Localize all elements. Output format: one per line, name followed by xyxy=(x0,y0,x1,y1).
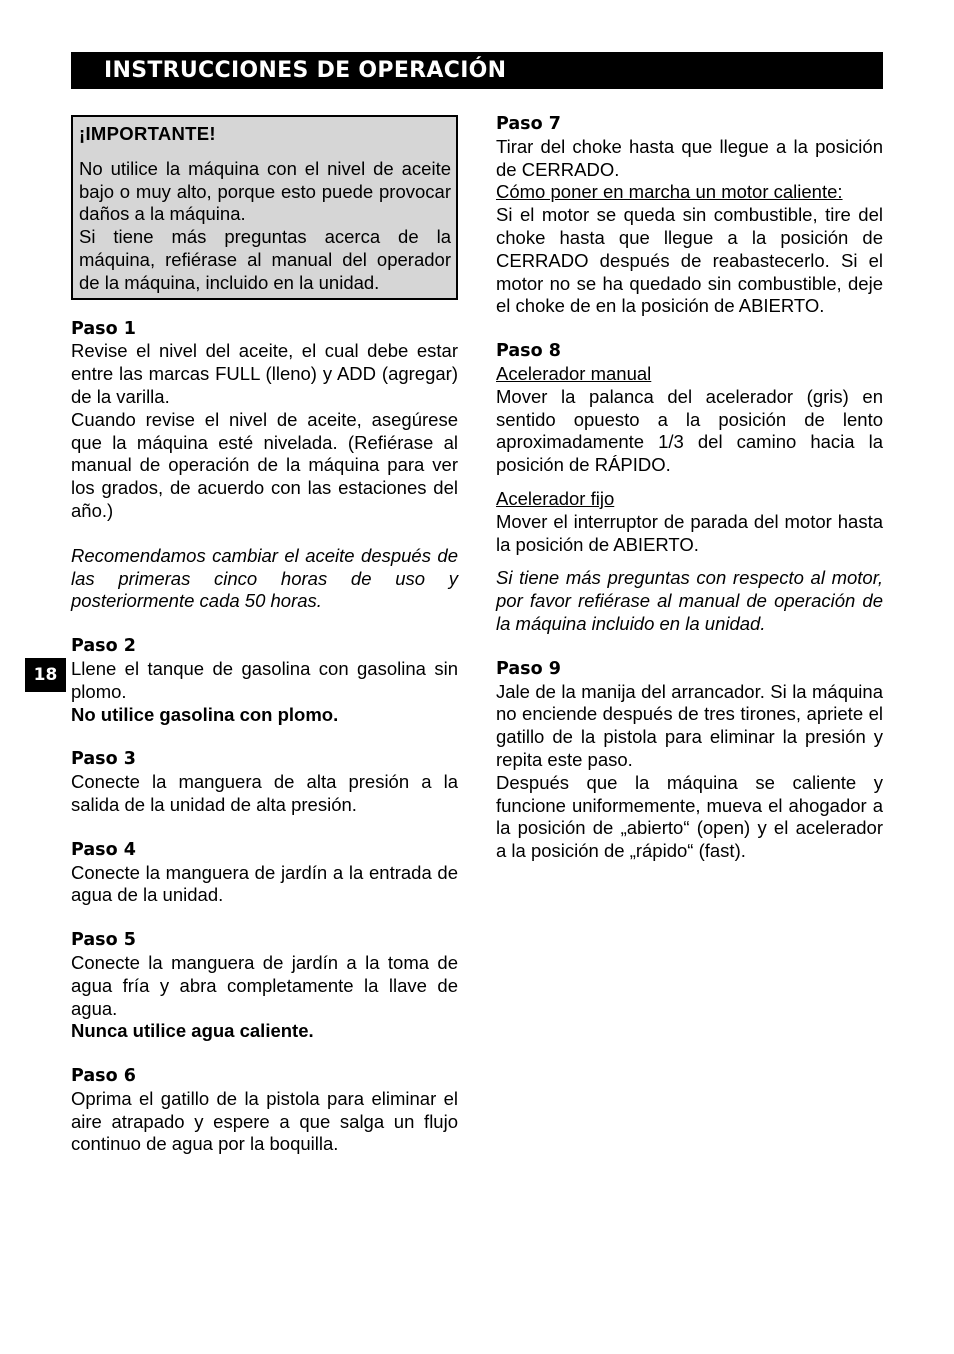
step-6-title: Paso 6 xyxy=(71,1066,136,1087)
step-1 xyxy=(71,318,458,614)
step-4-title: Paso 4 xyxy=(71,839,136,860)
step-7 xyxy=(496,113,883,318)
step-2-paragraph: Llene el tanque de gasolina con gasolina sin plomo. xyxy=(71,657,458,702)
important-paragraph-1: No utilice la máquina con el nivel de aceite bajo o muy alto, porque esto puede provocar daños a la máquina. xyxy=(79,157,451,225)
step-9-paragraph-2: Después que la máquina se caliente y funcione uniformemente, mueva el ahogador a la posición de „abierto“ (open) y el acelerador a la posición de „rápido“ (fast). xyxy=(496,771,883,862)
important-title: ¡IMPORTANTE! xyxy=(79,123,216,144)
step-8 xyxy=(496,340,883,636)
step-7-paragraph-1: Tirar del choke hasta que llegue a la posición de CERRADO. xyxy=(496,135,883,180)
step-1-paragraph-2: Cuando revise el nivel de aceite, asegúrese que la máquina esté nivelada. (Refiérase al manual de operación de la máquina para ver los grados, de acuerdo con las estaciones del año.) xyxy=(71,408,458,521)
step-5 xyxy=(71,929,458,1043)
step-2-title: Paso 2 xyxy=(71,636,136,657)
step-8-paragraph-1: Mover la palanca del acelerador (gris) en sentido opuesto a la posición de lento aproximadamente 1/3 del camino hacia la posición de RÁPIDO. xyxy=(496,385,883,476)
step-5-paragraph: Conecte la manguera de jardín a la toma de agua fría y abra completamente la llave de agua. xyxy=(71,951,458,1019)
step-8-paragraph-2: Mover el interruptor de parada del motor hasta la posición de ABIERTO. xyxy=(496,510,883,555)
step-9-title: Paso 9 xyxy=(496,658,561,679)
right-column xyxy=(496,113,883,885)
step-3 xyxy=(71,748,458,816)
left-column xyxy=(71,113,458,1178)
step-9-paragraph-1: Jale de la manija del arrancador. Si la máquina no enciende después de tres tirones, apriete el gatillo de la pistola para eliminar la presión y repita este paso. xyxy=(496,680,883,770)
step-1-paragraph-1: Revise el nivel del aceite, el cual debe estar entre las marcas FULL (lleno) y ADD (agregar) de la varilla. xyxy=(71,340,458,407)
step-3-paragraph: Conecte la manguera de alta presión a la salida de la unidad de alta presión. xyxy=(71,771,458,815)
step-5-title: Paso 5 xyxy=(71,930,136,951)
page-number: 18 xyxy=(25,658,66,692)
step-8-title: Paso 8 xyxy=(496,341,561,362)
step-8-note: Si tiene más preguntas con respecto al motor, por favor refiérase al manual de operación de la máquina incluido en la unidad. xyxy=(496,567,883,634)
important-notice-box xyxy=(71,115,458,300)
step-2 xyxy=(71,635,458,726)
step-7-subheading: Cómo poner en marcha un motor caliente: xyxy=(496,181,843,203)
step-2-warning: No utilice gasolina con plomo. xyxy=(71,703,339,725)
step-7-title: Paso 7 xyxy=(496,114,561,134)
step-4-paragraph: Conecte la manguera de jardín a la entrada de agua de la unidad. xyxy=(71,861,458,906)
step-5-warning: Nunca utilice agua caliente. xyxy=(71,1020,314,1042)
step-6 xyxy=(71,1065,458,1156)
step-1-note: Recomendamos cambiar el aceite después de las primeras cinco horas de uso y posteriormente cada 50 horas. xyxy=(71,544,458,612)
step-4 xyxy=(71,839,458,907)
step-1-title: Paso 1 xyxy=(71,318,136,339)
step-9 xyxy=(496,658,883,863)
step-8-subheading-fixed: Acelerador fijo xyxy=(496,487,615,509)
step-8-subheading-manual: Acelerador manual xyxy=(496,362,652,384)
step-7-paragraph-2: Si el motor se queda sin combustible, tire del choke hasta que llegue a la posición de CERRADO después de reabastecerlo. Si el motor no se ha quedado sin combustible, deje el choke de en la posición de ABIERTO. xyxy=(496,204,883,317)
step-3-title: Paso 3 xyxy=(71,749,136,770)
important-paragraph-2: Si tiene más preguntas acerca de la máquina, refiérase al manual del operador de la máquina, incluido en la unidad. xyxy=(79,226,451,293)
page-title: INSTRUCCIONES DE OPERACIÓN xyxy=(71,52,883,89)
step-6-paragraph: Oprima el gatillo de la pistola para eliminar el aire atrapado y espere a que salga un flujo continuo de agua por la boquilla. xyxy=(71,1087,458,1155)
